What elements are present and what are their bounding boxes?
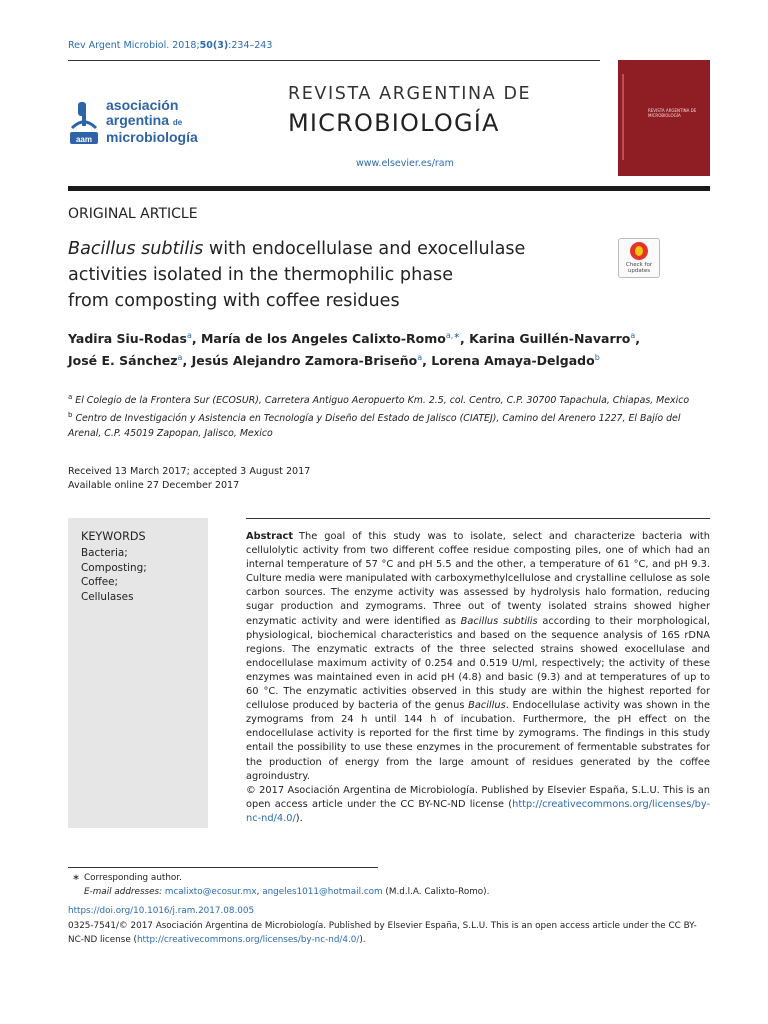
abstract-license-link[interactable]: http://creativecommons.org/licenses/by-nc-nd/4.0/: [246, 798, 710, 824]
author-name: Karina Guillén-Navarro: [469, 331, 631, 347]
article-type: ORIGINAL ARTICLE: [68, 206, 198, 222]
author-affil-link[interactable]: a: [177, 353, 183, 363]
article-dates: [68, 465, 310, 493]
email-label: E-mail addresses:: [84, 887, 165, 897]
email-link[interactable]: angeles1011@hotmail.com: [262, 887, 383, 897]
footnote-rule: [68, 867, 378, 868]
logo-line2: argentina: [106, 112, 170, 128]
license-statement: [68, 919, 710, 947]
logo-text: [106, 98, 198, 145]
title-line3: from composting with coffee residues: [68, 291, 400, 311]
title-species: Bacillus subtilis: [68, 239, 204, 259]
logo-de: de: [172, 118, 183, 127]
cover-title-line1: REVISTA ARGENTINA DE: [648, 108, 697, 113]
keyword-item: Cellulases: [81, 590, 134, 603]
citation-volume: 50(3): [199, 40, 229, 51]
author-list: Yadira Siu-Rodas$^a$, María de los Angeles Calixto-Romo$^{a,∗}$, Karina Guillén-Navarro$^a$, José E. Sánchez$^a$, Jesús Alejandro Zamora-Briseño$^a$, Lorena Amaya-Delgado$^b$: [68, 331, 641, 369]
author-name: José E. Sánchez: [68, 353, 178, 369]
abstract-text: The goal of this study was to isolate, select and characterize bacteria with cellulolytic activity from two different coffee residue composting piles, one of which had an internal temperature of 57 °C and pH 5.5 and the other, a temperature of 61 °C, and pH 9.3. Culture media were manipulated with carboxymethylcellulose and crystalline cellulose as sole carbon sources. The enzyme activity was assessed by hydrolysis halo formation, reducing sugar production and zymograms. Three out of twenty isolated strains showed higher enzymatic activity and were identified as: [246, 531, 710, 627]
logo-badge-text: aam: [75, 135, 93, 144]
journal-citation[interactable]: [68, 40, 272, 51]
affiliation-item: [68, 408, 710, 441]
affiliation-marker: a: [68, 393, 73, 401]
license-end: ).: [359, 935, 366, 945]
article-title: [68, 236, 608, 314]
microscope-icon: [68, 100, 100, 146]
affiliation-text: El Colegio de la Frontera Sur (ECOSUR), Carretera Antiguo Aeropuerto Km. 2.5, col. Centro, C.P. 30700 Tapachula, Chiapas, Mexico: [75, 395, 690, 407]
title-line1: with endocellulase and exocellulase: [203, 239, 526, 259]
affiliations: [68, 390, 710, 441]
journal-name-line1: REVISTA ARGENTINA DE: [288, 84, 532, 104]
abstract: [246, 530, 710, 826]
journal-url-link[interactable]: www.elsevier.es/ram: [356, 158, 454, 169]
affiliation-item: [68, 390, 710, 408]
abstract-copyright-end: ).: [295, 812, 303, 824]
author-affil-link[interactable]: a: [417, 353, 423, 363]
affiliation-marker: b: [68, 411, 73, 420]
author-name: Lorena Amaya-Delgado: [431, 353, 595, 369]
keyword-item: Composting;: [81, 561, 147, 574]
journal-name-line2: MICROBIOLOGÍA: [288, 109, 500, 137]
abstract-text: . Endocellulase activity was shown in the zymograms from 24 h until 144 h of incubation. Furthermore, the pH effect on the endocellulase activity is reported for the first time by zymograms. The findings in this study entail the possibility to use these enzymes in the procurement of fermentable substrates for the production of energy from the large amount of residues generated by the coffee agroindustry.: [246, 700, 711, 782]
update-icon: [630, 242, 648, 260]
keywords-box: [68, 518, 208, 828]
author-affil-link[interactable]: b: [594, 353, 600, 363]
keyword-item: Coffee;: [81, 576, 119, 588]
footnote-marker: ∗: [72, 873, 80, 883]
cover-strip: [622, 74, 624, 160]
journal-cover-thumbnail: [618, 60, 710, 176]
title-line2: activities isolated in the thermophilic phase: [68, 265, 454, 285]
author-name: Yadira Siu-Rodas: [68, 331, 187, 347]
author-affil-link[interactable]: a: [186, 331, 192, 340]
header-rule: [68, 60, 600, 61]
abstract-text: according to their morphological, physiological, biochemical characteristics and based on the sequence analysis of 16S rDNA regions. The enzymatic extracts of the three selected strains showed exocellulase and endocellulase maximum activity of 0.254 and 0.519 U/ml, respectively; the activity of these enzymes was maintained even in acid pH (4.8) and basic (9.3) and at temperatures of up to 60 °C. The enzymatic activities observed in this study are within the highest reported for cellulose produced by bacteria of the genus: [246, 615, 710, 712]
abstract-heading: Abstract: [246, 531, 294, 542]
abstract-species: Bacillus subtilis: [460, 615, 538, 627]
logo-line3: microbiología: [106, 129, 198, 145]
check-for-updates-button[interactable]: [618, 238, 660, 278]
cover-title-line2: MICROBIOLOGÍA: [648, 113, 681, 118]
abstract-genus: Bacillus: [468, 700, 506, 712]
keywords-heading: KEYWORDS: [81, 530, 146, 543]
doi-link[interactable]: https://doi.org/10.1016/j.ram.2017.08.005: [68, 906, 255, 916]
citation-journal: Rev Argent Microbiol. 2018;: [68, 40, 200, 51]
online-date: Available online 27 December 2017: [68, 480, 240, 491]
author-name: Jesús Alejandro Zamora-Briseño: [191, 353, 418, 369]
received-date: Received 13 March 2017; accepted 3 August 2017: [68, 466, 311, 477]
footnote: [68, 871, 708, 899]
email-owner: (M.d.l.A. Calixto-Romo).: [382, 887, 490, 897]
aam-logo: [68, 98, 208, 150]
abstract-rule: [246, 518, 710, 519]
author-affil-link[interactable]: a: [630, 331, 636, 340]
email-link[interactable]: mcalixto@ecosur.mx: [164, 887, 257, 897]
affiliation-text: Centro de Investigación y Asistencia en Tecnología y Diseño del Estado de Jalisco (CIATEJ), Camino del Arenero 1227, El Bajío del Arenal, C.P. 45019 Zapopan, Jalisco, Mexico: [68, 413, 681, 440]
citation-pages: :234–243: [228, 40, 273, 51]
header-thick-rule: [68, 186, 710, 191]
cover-title: [648, 108, 696, 118]
corresponding-author: Corresponding author.: [84, 873, 182, 883]
author-name: María de los Angeles Calixto-Romo: [200, 331, 446, 347]
license-link[interactable]: http://creativecommons.org/licenses/by-nc-nd/4.0/: [136, 935, 360, 945]
abstract-copyright: © 2017 Asociación Argentina de Microbiología. Published by Elsevier España, S.L.U. This is an open access article under the CC BY-NC-ND license (: [246, 784, 710, 810]
email-separator: ,: [256, 887, 263, 897]
logo-line1: asociación: [106, 97, 179, 113]
license-text: 0325-7541/© 2017 Asociación Argentina de Microbiología. Published by Elsevier España, S.L.U. This is an open access article under the CC BY-NC-ND license (: [68, 921, 697, 945]
keyword-item: Bacteria;: [81, 547, 128, 559]
keywords-list: [81, 546, 147, 604]
update-badge-text: Check for updates: [625, 262, 653, 274]
author-affil-link[interactable]: a,∗: [445, 331, 461, 340]
